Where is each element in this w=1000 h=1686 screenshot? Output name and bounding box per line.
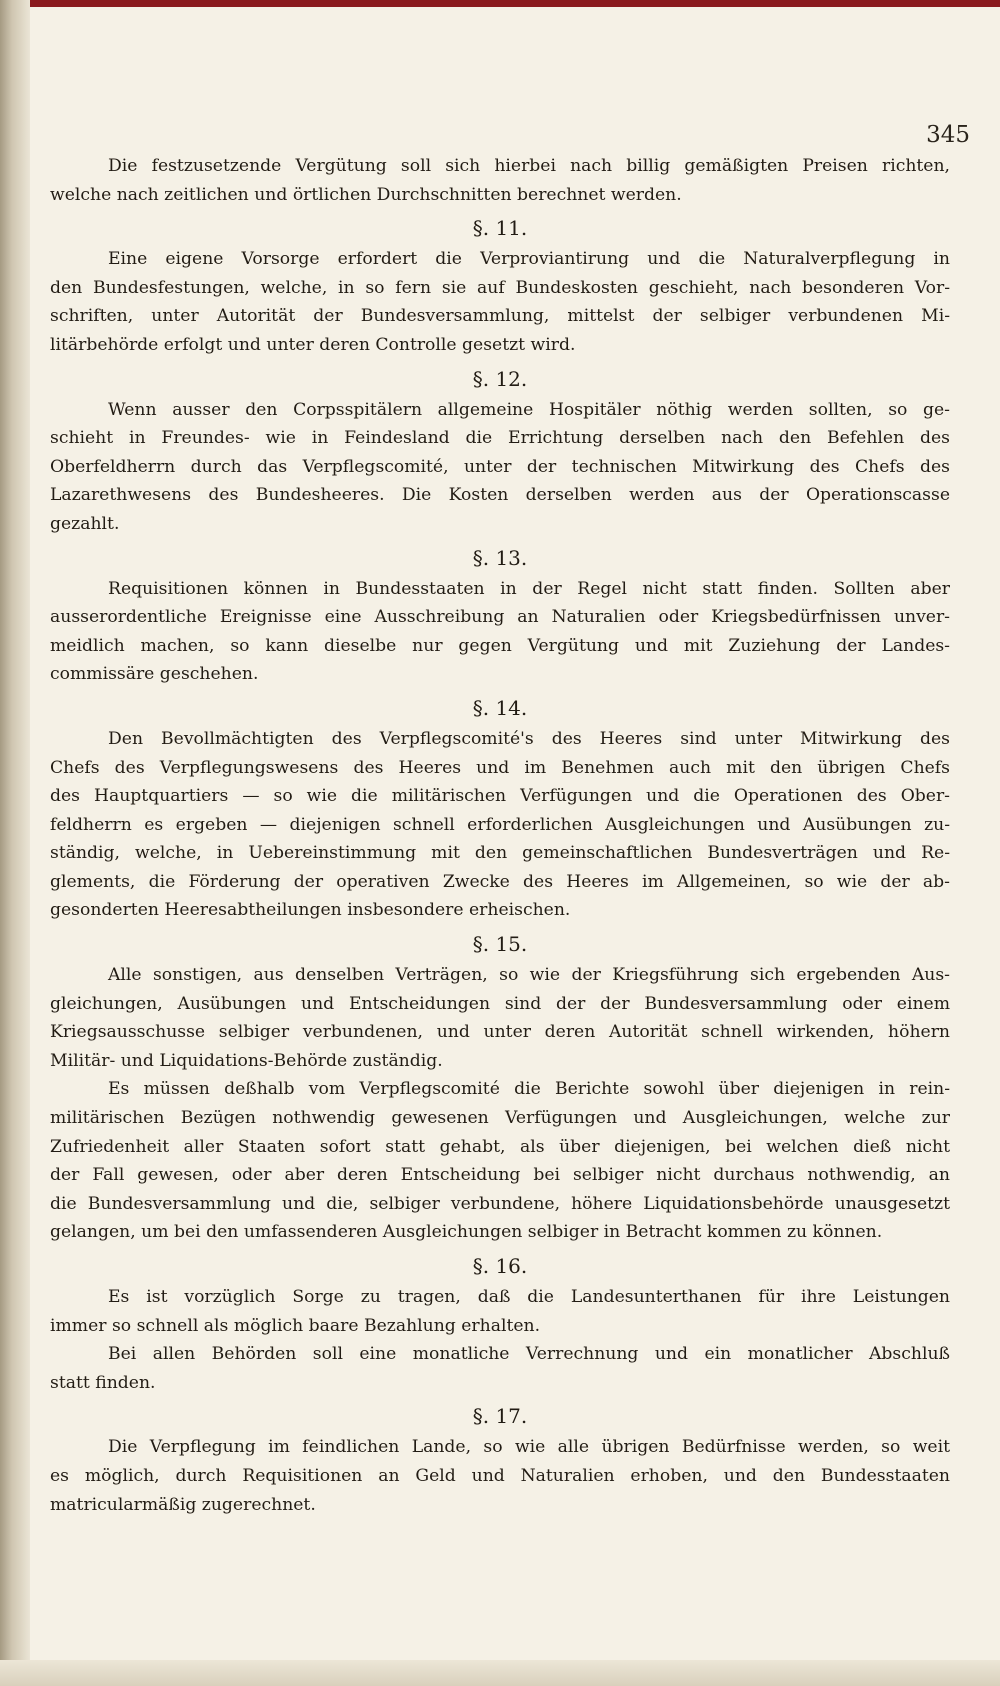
text-line: Requisitionen können in Bundesstaaten in der Regel nicht statt finden. Sollten aber (108, 578, 950, 599)
section-heading: §. 15. (472, 932, 528, 957)
text-line: ständig, welche, in Uebereinstimmung mit den gemeinschaftlichen Bundesverträgen und Re- (50, 843, 950, 864)
text-line: Den Bevollmächtigten des Verpflegscomité's des Heeres sind unter Mitwirkung des (108, 728, 950, 749)
section-heading: §. 11. (472, 216, 528, 241)
text-line: des Hauptquartiers — so wie die militärischen Verfügungen und die Operationen des Ober- (50, 786, 950, 807)
text-line: Chefs des Verpflegungswesens des Heeres und im Benehmen auch mit den übrigen Chefs (50, 757, 950, 778)
paragraph (50, 1075, 950, 1247)
text-line: Lazarethwesens des Bundesheeres. Die Kosten derselben werden aus der Operationscasse (50, 485, 950, 506)
paragraph (50, 1433, 950, 1519)
text-line: Die festzusetzende Vergütung soll sich hierbei nach billig gemäßigten Preisen richten, (108, 156, 950, 176)
text-line: Alle sonstigen, aus denselben Verträgen, so wie der Kriegsführung sich ergebenden Aus- (108, 965, 950, 986)
section-heading: §. 12. (472, 366, 528, 391)
text-line: Es ist vorzüglich Sorge zu tragen, daß die Landesunterthanen für ihre Leistungen (108, 1287, 950, 1307)
paragraph (50, 961, 950, 1075)
text-line: glements, die Förderung der operativen Zwecke des Heeres im Allgemeinen, so wie der ab- (50, 871, 950, 892)
text-line: die Bundesversammlung und die, selbiger verbundene, höhere Liquidationsbehörde unausgesetzt (50, 1193, 950, 1214)
section-heading: §. 14. (472, 695, 528, 720)
paragraph (50, 575, 950, 689)
page-body (50, 152, 950, 1519)
text-line: Eine eigene Vorsorge erfordert die Verproviantirung und die Naturalverpflegung in (108, 249, 950, 270)
text-line: schieht in Freundes- wie in Feindesland die Errichtung derselben nach den Befehlen des (50, 428, 950, 449)
text-line: Militär- und Liquidations-Behörde zuständig. (50, 1050, 443, 1071)
text-line: gelangen, um bei den umfassenderen Ausgleichungen selbiger in Betracht kommen zu können. (50, 1222, 883, 1243)
text-line: den Bundesfestungen, welche, in so fern sie auf Bundeskosten geschieht, nach besonderen Vor- (50, 277, 950, 298)
text-line: der Fall gewesen, oder aber deren Entscheidung bei selbiger nicht durchaus nothwendig, an (50, 1165, 950, 1186)
page-top-edge (0, 0, 1000, 7)
paragraph (50, 725, 950, 925)
paragraph (50, 152, 950, 209)
text-line: schriften, unter Autorität der Bundesversammlung, mittelst der selbiger verbundenen Mi- (50, 306, 950, 327)
text-line: meidlich machen, so kann dieselbe nur gegen Vergütung und mit Zuziehung der Landes- (50, 635, 950, 656)
text-line: Bei allen Behörden soll eine monatliche Verrechnung und ein monatlicher Abschluß (108, 1344, 950, 1365)
paragraph (50, 1340, 950, 1397)
text-line: Die Verpflegung im feindlichen Lande, so wie alle übrigen Bedürfnisse werden, so weit (108, 1437, 950, 1458)
page-bottom-edge (0, 1660, 1000, 1686)
paragraph (50, 1283, 950, 1340)
section-heading: §. 17. (472, 1404, 528, 1429)
text-line: militärischen Bezügen nothwendig gewesenen Verfügungen und Ausgleichungen, welche zur (50, 1108, 950, 1129)
text-line: Oberfeldherrn durch das Verpflegscomité, unter der technischen Mitwirkung des Chefs des (50, 456, 950, 477)
text-line: statt finden. (50, 1372, 156, 1393)
text-line: commissäre geschehen. (50, 664, 259, 685)
text-line: Wenn ausser den Corpsspitälern allgemeine Hospitäler nöthig werden sollten, so ge- (108, 399, 950, 420)
section-heading: §. 13. (472, 545, 528, 570)
text-line: feldherrn es ergeben — diejenigen schnell erforderlichen Ausgleichungen und Ausübungen zu- (50, 814, 950, 835)
section-heading: §. 16. (472, 1254, 528, 1278)
text-line: gesonderten Heeresabtheilungen insbesondere erheischen. (50, 900, 571, 921)
text-line: gleichungen, Ausübungen und Entscheidungen sind der der Bundesversammlung oder einem (50, 993, 950, 1014)
text-line: immer so schnell als möglich baare Bezahlung erhalten. (50, 1315, 541, 1336)
text-line: matricularmäßig zugerechnet. (50, 1494, 316, 1515)
text-line: gezahlt. (50, 513, 120, 534)
text-line: litärbehörde erfolgt und unter deren Controlle gesetzt wird. (50, 334, 576, 355)
paragraph (50, 245, 950, 359)
page-number: 345 (926, 122, 970, 148)
text-line: ausserordentliche Ereignisse eine Ausschreibung an Naturalien oder Kriegsbedürfnissen unver- (50, 607, 950, 628)
page-binding-edge (0, 0, 30, 1686)
text-line: Zufriedenheit aller Staaten sofort statt gehabt, als über diejenigen, bei welchen dieß nicht (50, 1136, 950, 1157)
text-line: Kriegsausschusse selbiger verbundenen, und unter deren Autorität schnell wirkenden, höhern (50, 1022, 950, 1043)
text-line: es möglich, durch Requisitionen an Geld und Naturalien erhoben, und den Bundesstaaten (50, 1465, 950, 1486)
text-line: Es müssen deßhalb vom Verpflegscomité die Berichte sowohl über diejenigen in rein- (108, 1079, 950, 1100)
text-line: welche nach zeitlichen und örtlichen Durchschnitten berechnet werden. (50, 184, 682, 205)
paragraph (50, 396, 950, 539)
